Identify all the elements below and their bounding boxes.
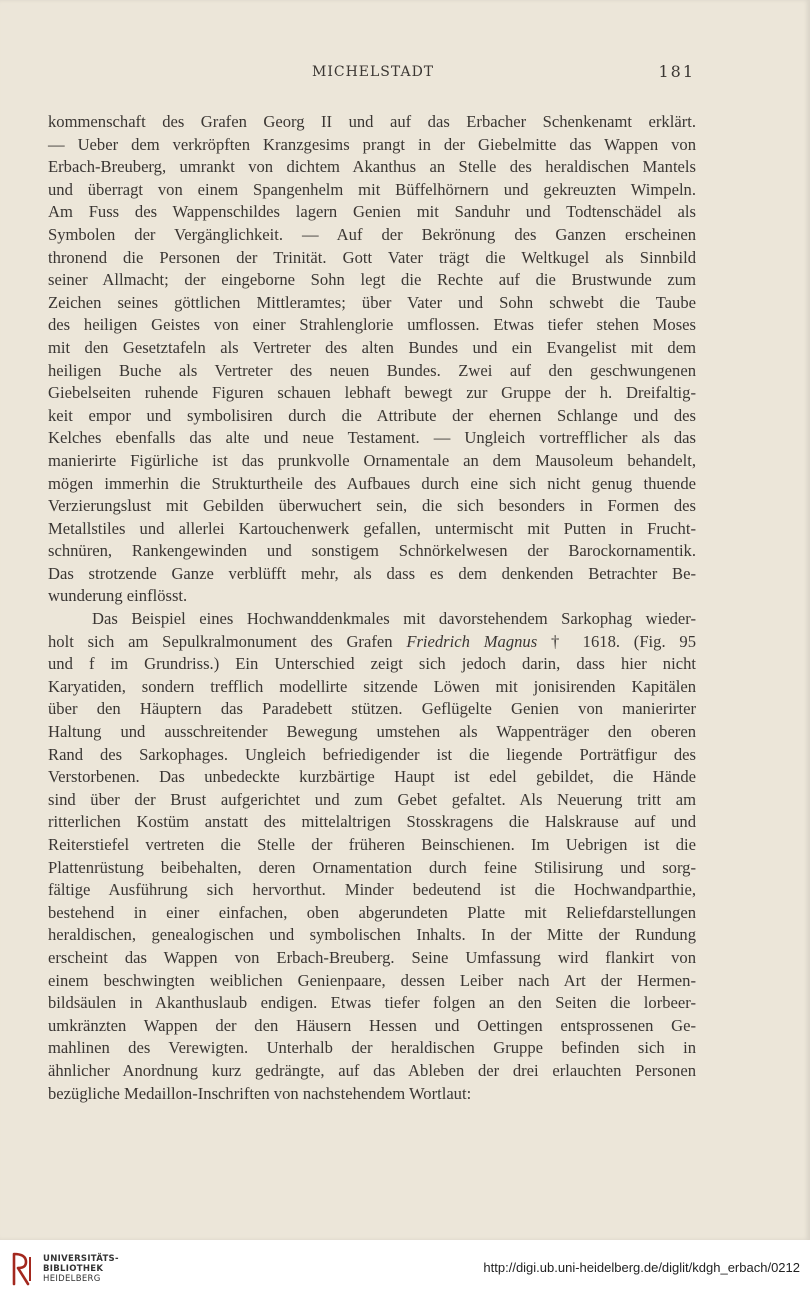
viewer-footer bbox=[0, 1240, 810, 1298]
library-name-line: UNIVERSITÄTS- bbox=[43, 1254, 119, 1264]
text-line: bestehend in einer einfachen, oben abgerundeten Platte mit Reliefdarstellungen bbox=[48, 902, 696, 922]
text-line: heraldischen, genealogischen und symbolischen Inhalts. In der Mitte der Rundung bbox=[48, 925, 696, 945]
text-line: wunderung einflösst. bbox=[48, 586, 188, 606]
text-line: Metallstiles und allerlei Kartouchenwerk gefallen, untermischt mit Putten in Frucht- bbox=[48, 518, 696, 538]
text-line: seiner Allmacht; der eingeborne Sohn legt die Rechte auf die Brustwunde zum bbox=[48, 270, 696, 290]
text-line bbox=[48, 631, 696, 654]
text-line: Reiterstiefel vertreten die Stelle der früheren Beinschienen. Im Uebrigen ist die bbox=[48, 835, 696, 854]
text-line: mahlinen des Verewigten. Unterhalb der heraldischen Gruppe befinden sich in bbox=[48, 1038, 696, 1058]
text-line: bildsäulen in Akanthuslaub endigen. Etwas tiefer folgen an den Seiten die lorbeer- bbox=[48, 993, 696, 1013]
text-segment: holt sich am Sepulkralmonument des Grafen bbox=[48, 631, 407, 651]
text-line: Haltung und ausschreitender Bewegung umstehen als Wappenträger den oberen bbox=[48, 722, 696, 742]
text-line: Verstorbenen. Das unbedeckte kurzbärtige Haupt ist edel gebildet, die Hände bbox=[48, 767, 696, 787]
text-line: des heiligen Geistes von einer Strahlenglorie umflossen. Etwas tiefer stehen Moses bbox=[48, 315, 696, 335]
running-title: MICHELSTADT bbox=[312, 64, 435, 80]
page-header bbox=[50, 62, 695, 86]
text-line: fältige Ausführung sich hervorthut. Minder bedeutend ist die Hochwandparthie, bbox=[48, 880, 696, 900]
text-line: schnüren, Rankengewinden und sonstigem Schnörkelwesen der Barockornamentik. bbox=[48, 541, 696, 561]
library-name-line: BIBLIOTHEK bbox=[43, 1264, 104, 1274]
paragraph-2 bbox=[48, 608, 696, 1105]
text-line: Zeichen seines göttlichen Mittleramtes; über Vater und Sohn schwebt die Taube bbox=[48, 292, 696, 312]
text-line: Erbach-Breuberg, umrankt von dichtem Akanthus an Stelle des heraldischen Mantels bbox=[48, 157, 696, 177]
text-line: und f im Grundriss.) Ein Unterschied zeigt sich jedoch darin, dass hier nicht bbox=[48, 654, 696, 674]
text-line: ritterlichen Kostüm anstatt des mittelaltrigen Stosskragens die Halskrause auf und bbox=[48, 812, 696, 832]
text-line: — Ueber dem verkröpften Kranzgesims prangt in der Giebelmitte das Wappen von bbox=[48, 134, 696, 154]
heidelberg-library-logo-icon bbox=[10, 1251, 36, 1287]
text-line: kommenschaft des Grafen Georg II und auf das Erbacher Schenkenamt erklärt. bbox=[48, 112, 696, 131]
text-line: ähnlicher Anordnung kurz gedrängte, auf das Ableben der drei erlauchten Personen bbox=[48, 1060, 696, 1080]
text-line: über den Häuptern das Paradebett stützen. Geflügelte Genien von manierirter bbox=[48, 699, 696, 719]
paragraph-1 bbox=[48, 111, 696, 608]
text-line: Symbolen der Vergänglichkeit. — Auf der Bekrönung des Ganzen erscheinen bbox=[48, 224, 696, 244]
text-line: Plattenrüstung beibehalten, deren Ornamentation durch feine Stilisirung und sorg- bbox=[48, 857, 696, 877]
text-line: Kelches ebenfalls das alte und neue Testament. — Ungleich vortrefflicher als das bbox=[48, 428, 696, 448]
text-line: Verzierungslust mit Gebilden überwuchert sein, die sich besonders in Formen des bbox=[48, 496, 696, 516]
text-line: erscheint das Wappen von Erbach-Breuberg. Seine Umfassung wird flankirt von bbox=[48, 947, 696, 967]
text-line: sind über der Brust aufgerichtet und zum Gebet gefaltet. Als Neuerung tritt am bbox=[48, 789, 696, 809]
library-name bbox=[43, 1254, 119, 1284]
text-line: Karyatiden, sondern trefflich modellirte sitzende Löwen mit jonisirenden Kapitälen bbox=[48, 676, 696, 696]
text-segment: † 1618. (Fig. 95 bbox=[537, 631, 696, 651]
page-number: 181 bbox=[658, 62, 695, 81]
library-name-line: HEIDELBERG bbox=[43, 1274, 101, 1284]
text-line: mögen immerhin die Strukturtheile des Aufbaues durch eine sich nicht genug thuende bbox=[48, 473, 696, 493]
text-line: bezügliche Medaillon-Inschriften von nachstehendem Wortlaut: bbox=[48, 1083, 472, 1103]
text-line: Das strotzende Ganze verblüfft mehr, als dass es dem denkenden Betrachter Be- bbox=[48, 563, 696, 583]
text-line: Giebelseiten ruhende Figuren schauen lebhaft bewegt zur Gruppe der h. Dreifaltig- bbox=[48, 383, 696, 403]
permalink-url[interactable]: http://digi.ub.uni-heidelberg.de/diglit/kdgh_erbach/0212 bbox=[483, 1260, 800, 1275]
text-line: Das Beispiel eines Hochwanddenkmales mit davorstehendem Sarkophag wieder- bbox=[92, 609, 696, 629]
text-line: umkränzten Wappen der den Häusern Hessen und Oettingen entsprossenen Ge- bbox=[48, 1015, 696, 1035]
text-line: mit den Gesetztafeln als Vertreter des alten Bundes und ein Evangelist mit dem bbox=[48, 337, 696, 357]
text-line: heiligen Buche als Vertreter des neuen Bundes. Zwei auf den geschwungenen bbox=[48, 360, 696, 380]
paragraph-2-lines bbox=[48, 653, 696, 1105]
text-line: einem beschwingten weiblichen Genienpaare, dessen Leiber nach Art der Hermen- bbox=[48, 970, 696, 990]
text-line: Rand des Sarkophages. Ungleich befriedigender ist die liegende Porträtfigur des bbox=[48, 744, 696, 764]
text-line: thronend die Personen der Trinität. Gott Vater trägt die Weltkugel als Sinnbild bbox=[48, 247, 696, 267]
text-line: keit empor und symbolisiren durch die Attribute der ehernen Schlange und des bbox=[48, 405, 696, 425]
body-text bbox=[48, 111, 696, 1105]
person-name: Friedrich Magnus bbox=[406, 631, 538, 651]
text-line: manierirte Figürliche ist das prunkvolle Ornamentale an dem Mausoleum behandelt, bbox=[48, 450, 696, 470]
text-line: Am Fuss des Wappenschildes lagern Genien mit Sanduhr und Todtenschädel als bbox=[48, 202, 696, 222]
text-line: und überragt von einem Spangenhelm mit Büffelhörnern und gekreuzten Wimpeln. bbox=[48, 179, 696, 199]
